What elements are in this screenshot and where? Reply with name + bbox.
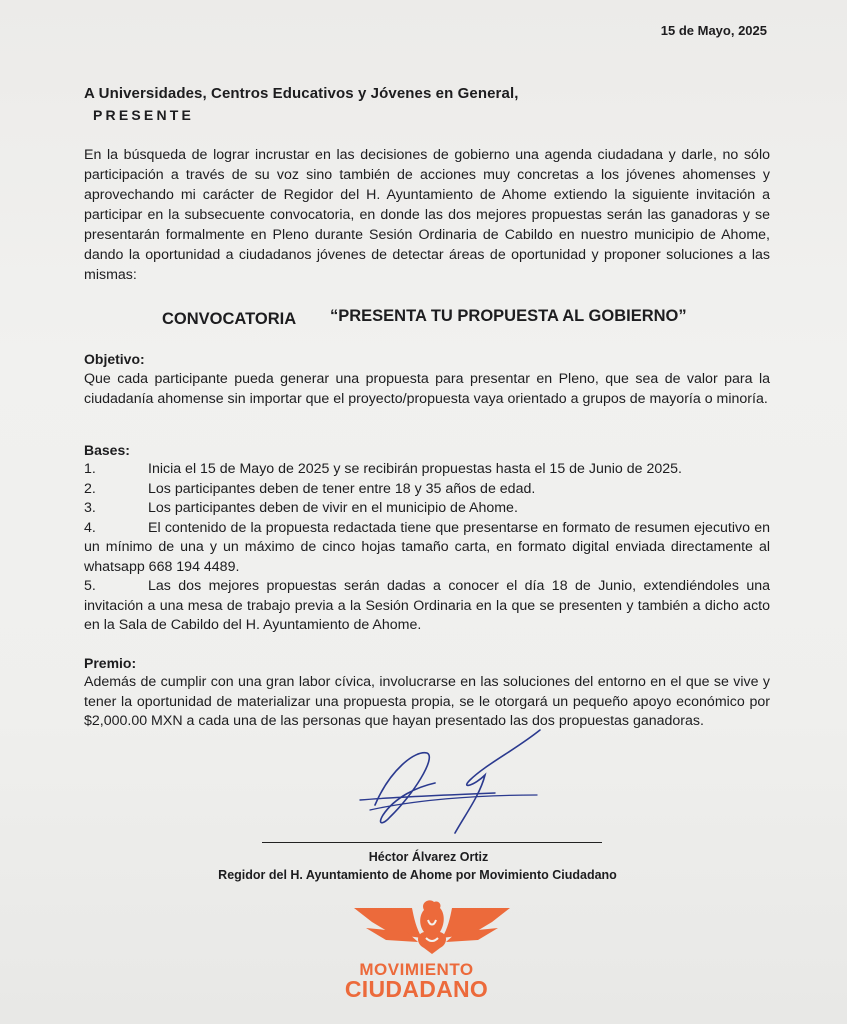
premio-text: Además de cumplir con una gran labor cívica, involucrarse en las soluciones del entorno en el que se vive y tener la oportunidad de materializar una propuesta propia, se le otorgará un pequeño apoyo económico por $2,000.00 MXN a cada una de las personas que hayan presentado las dos propuestas ganadoras. [84, 674, 770, 729]
objetivo-heading: Objetivo: [84, 351, 145, 367]
list-item [84, 577, 770, 636]
bases-list [84, 460, 770, 636]
list-item-number: 5. [84, 578, 96, 594]
convocatoria-title: “PRESENTA TU PROPUESTA AL GOBIERNO” [330, 307, 687, 325]
bases-heading: Bases: [84, 442, 130, 458]
signature-image [355, 725, 555, 840]
list-item-text: Inicia el 15 de Mayo de 2025 y se recibirán propuestas hasta el 15 de Junio de 2025. [148, 461, 682, 477]
signer-name: Héctor Álvarez Ortiz [368, 850, 489, 864]
list-item [84, 480, 770, 500]
convocatoria-label: CONVOCATORIA [162, 310, 297, 328]
list-item-text: Los participantes deben de tener entre 18 y 35 años de edad. [148, 480, 536, 497]
list-item [84, 519, 770, 578]
letter-date: 15 de Mayo, 2025 [660, 23, 767, 38]
list-item-text: Las dos mejores propuestas serán dadas a conocer el día 18 de Junio, extendiéndoles una invitación a una mesa de trabajo previa a la Sesión Ordinaria en la que se presenten y también a dicho acto en la Sala de Cabildo del H. Ayuntamiento de Ahome. [84, 578, 770, 633]
list-item-number: 3. [84, 500, 96, 516]
logo-text-movimiento: MOVIMIENTO [359, 960, 474, 979]
list-item-number: 1. [84, 461, 96, 477]
signature-line [262, 842, 602, 843]
presente-label: PRESENTE [93, 107, 195, 123]
list-item-text: Los participantes deben de vivir en el municipio de Ahome. [148, 500, 518, 516]
logo-text-ciudadano: CIUDADANO [344, 976, 489, 1002]
addressee: A Universidades, Centros Educativos y Jóvenes en General, [84, 85, 519, 102]
list-item-number: 2. [84, 480, 96, 497]
premio-heading: Premio: [84, 655, 137, 671]
signer-role: Regidor del H. Ayuntamiento de Ahome por Movimiento Ciudadano [218, 868, 617, 882]
list-item [84, 460, 770, 480]
intro-paragraph: En la búsqueda de lograr incrustar en las decisiones de gobierno una agenda ciudadana y darle, no sólo participación a través de su voz sino también de acciones muy concretas a los jóvenes ahomenses y aprovechando mi carácter de Regidor del H. Ayuntamiento de Ahome extiendo la siguiente invitación a participar en la subsecuente convocatoria, en donde las dos mejores propuestas serán las ganadoras y se presentarán formalmente en Pleno durante Sesión Ordinaria de Cabildo en nuestro municipio de Ahome, dando la oportunidad a ciudadanos jóvenes de detectar áreas de oportunidad y proponer soluciones a las mismas: [84, 147, 770, 283]
list-item [84, 499, 770, 519]
list-item-number: 4. [84, 519, 96, 536]
objetivo-text: Que cada participante pueda generar una propuesta para presentar en Pleno, que sea de valor para la ciudadanía ahomense sin importar que el proyecto/propuesta vaya orientado a grupos de mayoría o minoría. [84, 371, 770, 407]
list-item-text: El contenido de la propuesta redactada tiene que presentarse en formato de resumen ejecutivo en un mínimo de una y un máximo de cinco hojas tamaño carta, en formato digital enviada directamente al whatsapp 668 194 4489. [84, 519, 770, 575]
